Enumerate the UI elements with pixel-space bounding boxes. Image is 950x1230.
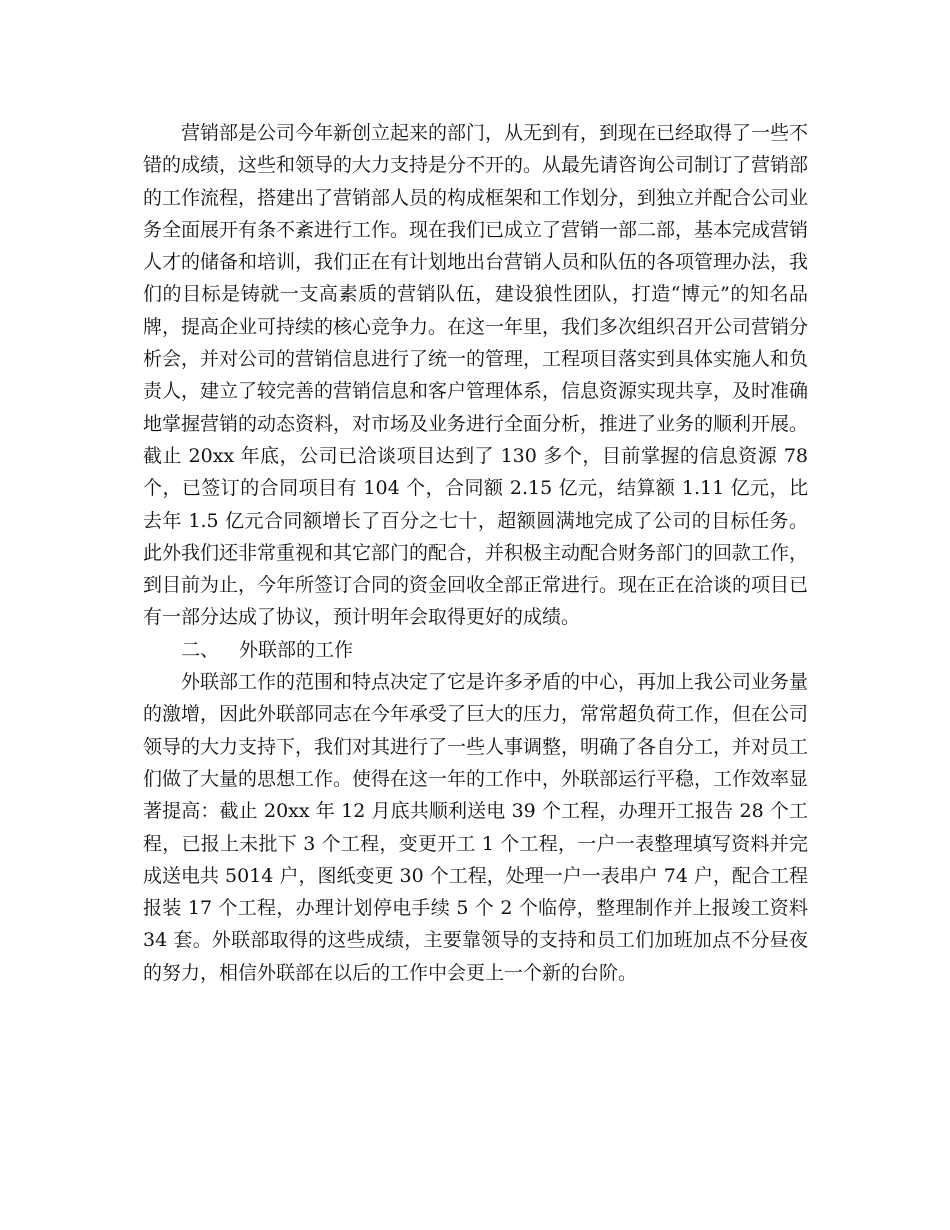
document-body (143, 117, 808, 989)
section-number: 二、 (181, 638, 220, 661)
paragraph-external-relations-department: 外联部工作的范围和特点决定了它是许多矛盾的中心，再加上我公司业务量的激增，因此外联部同志在今年承受了巨大的压力，常常超负荷工作，但在公司领导的大力支持下，我们对其进行了一些人事调整，明确了各自分工，并对员工们做了大量的思想工作。使得在这一年的工作中，外联部运行平稳，工作效率显著提高：截止 20xx 年 12 月底共顺利送电 39 个工程，办理开工报告 28 个工程，已报上未批下 3 个工程，变更开工 1 个工程，一户一表整理填写资料并完成送电共 5014 户，图纸变更 30 个工程，处理一户一表串户 74 户，配合工程报装 17 个工程，办理计划停电手续 5 个 2 个临停，整理制作并上报竣工资料 34 套。外联部取得的这些成绩，主要靠领导的支持和员工们加班加点不分昼夜的努力，相信外联部在以后的工作中会更上一个新的台阶。 (143, 671, 809, 984)
paragraph-marketing-department: 营销部是公司今年新创立起来的部门，从无到有，到现在已经取得了一些不错的成绩，这些和领导的大力支持是分不开的。从最先请咨询公司制订了营销部的工作流程，搭建出了营销部人员的构成框架和工作划分，到独立并配合公司业务全面展开有条不紊进行工作。现在我们已成立了营销一部二部，基本完成营销人才的储备和培训，我们正在有计划地出台营销人员和队伍的各项管理办法，我们的目标是铸就一支高素质的营销队伍，建设狼性团队，打造“博元”的知名品牌，提高企业可持续的核心竞争力。在这一年里，我们多次组织召开公司营销分析会，并对公司的营销信息进行了统一的管理，工程项目落实到具体实施人和负责人，建立了较完善的营销信息和客户管理体系，信息资源实现共享，及时准确地掌握营销的动态资料，对市场及业务进行全面分析，推进了业务的顺利开展。截止 20xx 年底，公司已洽谈项目达到了 130 多个，目前掌握的信息资源 78 个，已签订的合同项目有 104 个，合同额 2.15 亿元，结算额 1.11 亿元，比去年 1.5 亿元合同额增长了百分之七十，超额圆满地完成了公司的目标任务。此外我们还非常重视和其它部门的配合，并积极主动配合财务部门的回款工作，到目前为止，今年所签订合同的资金回收全部正常进行。现在正在洽谈的项目已有一部分达成了协议，预计明年会取得更好的成绩。 (143, 122, 809, 629)
section-title: 外联部的工作 (239, 638, 354, 661)
section-heading-external-relations (143, 634, 808, 666)
